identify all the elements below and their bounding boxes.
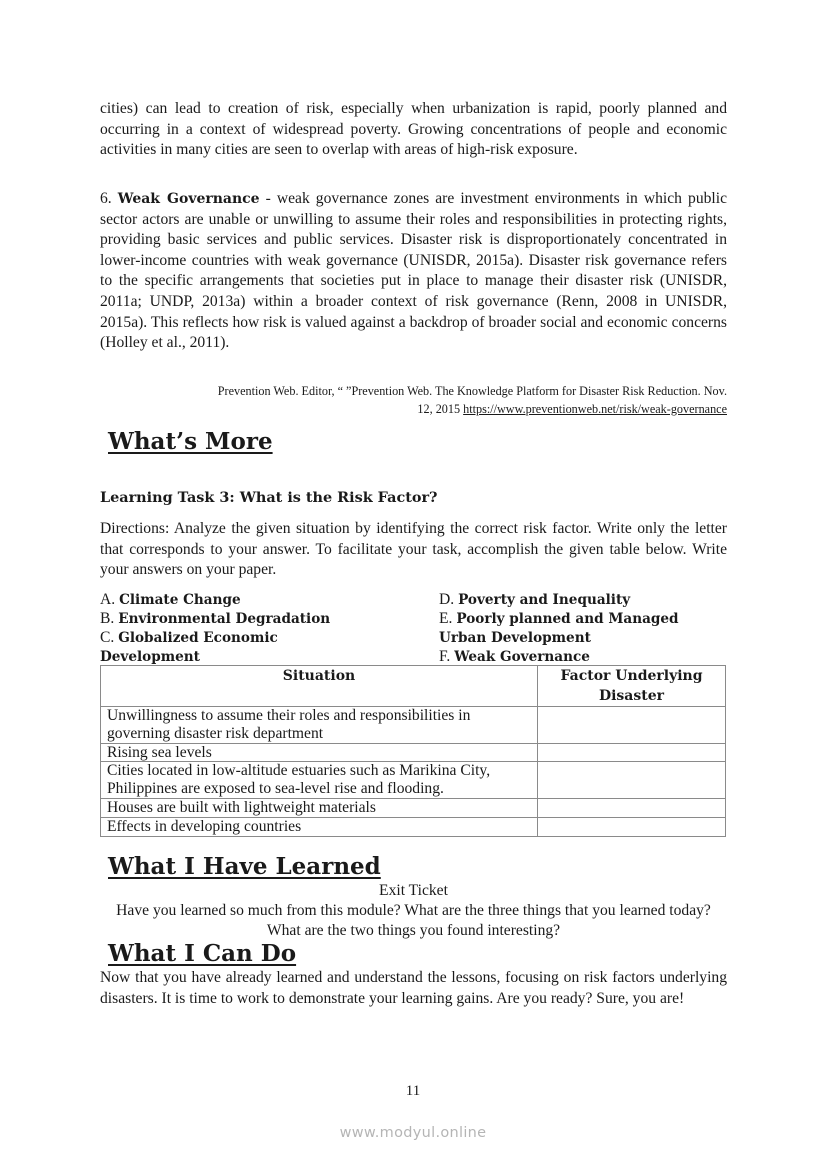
choice-c-continued — [100, 647, 200, 667]
risk-factor-table — [100, 665, 726, 837]
table-header-row — [101, 666, 726, 707]
choice-d — [439, 590, 630, 610]
choice-label: Globalized Economic — [118, 630, 278, 646]
choice-letter: C. — [100, 629, 115, 646]
page-number: 11 — [405, 1083, 421, 1099]
choice-f — [439, 647, 590, 667]
directions-paragraph: Directions: Analyze the given situation by identifying the correct risk factor. Write only the letter that corresponds to your answer. To facilitate your task, accomplish the given table below. Write your answers on your paper. — [100, 520, 727, 579]
weak-governance-term: Weak Governance — [117, 191, 260, 207]
table-row — [101, 743, 726, 762]
answer-cell[interactable] — [538, 743, 726, 762]
choice-c — [100, 628, 278, 648]
weak-governance-paragraph — [100, 189, 727, 354]
table-row — [101, 798, 726, 817]
watermark: www.modyul.online — [339, 1125, 487, 1141]
situation-cell: Unwillingness to assume their roles and responsibilities in governing disaster risk department — [101, 707, 538, 744]
choice-letter: E. — [439, 610, 453, 627]
table-row — [101, 762, 726, 799]
choice-label: Environmental Degradation — [118, 611, 331, 627]
choice-letter: A. — [100, 591, 116, 608]
weak-governance-text: - weak governance zones are investment environments in which public sector actors are unable or unwilling to assume their roles and responsibilities in protecting rights, providing basic services and public services. Disaster risk is disproportionately concentrated in lower-income countries with weak governance (UNISDR, 2015a). Disaster risk governance refers to the specific arrangements that societies put in place to manage their disaster risk (UNISDR, 2011a; UNDP, 2013a) within a broader context of risk governance (Renn, 2008 in UNISDR, 2015a). This reflects how risk is valued against a backdrop of broader social and economic concerns (Holley et al., 2011). — [100, 190, 727, 352]
answer-cell[interactable] — [538, 817, 726, 836]
choice-label: Urban Development — [439, 630, 591, 646]
answer-cell[interactable] — [538, 762, 726, 799]
choice-label: Poverty and Inequality — [458, 592, 631, 608]
citation-line1: Prevention Web. Editor, “ ”Prevention Web. The Knowledge Platform for Disaster Risk Reduction. Nov. — [217, 384, 727, 398]
citation — [100, 383, 727, 418]
choice-letter: F. — [439, 648, 451, 665]
item-number: 6. — [100, 190, 112, 207]
choice-label: Weak Governance — [454, 649, 590, 665]
choice-b — [100, 609, 330, 629]
choice-e-continued — [439, 628, 591, 648]
learning-task-title: Learning Task 3: What is the Risk Factor? — [100, 489, 438, 506]
answer-cell[interactable] — [538, 798, 726, 817]
choice-label: Development — [100, 649, 200, 665]
situation-cell: Cities located in low-altitude estuaries such as Marikina City, Philippines are exposed to sea-level rise and flooding. — [101, 762, 538, 799]
answer-cell[interactable] — [538, 707, 726, 744]
citation-date: 12, 2015 — [417, 401, 464, 416]
exit-ticket-text: Have you learned so much from this module? What are the three things that you learned today? What are the two things you found interesting? — [116, 902, 711, 939]
header-situation: Situation — [101, 666, 538, 707]
choice-letter: B. — [100, 610, 115, 627]
what-i-have-learned-heading: What I Have Learned — [108, 853, 381, 880]
situation-cell: Effects in developing countries — [101, 817, 538, 836]
situation-cell: Rising sea levels — [101, 743, 538, 762]
whats-more-heading: What’s More — [108, 428, 273, 455]
choice-a — [100, 590, 241, 610]
table-row — [101, 707, 726, 744]
choice-label: Poorly planned and Managed — [456, 611, 679, 627]
situation-cell: Houses are built with lightweight materials — [101, 798, 538, 817]
choice-e — [439, 609, 679, 629]
choice-letter: D. — [439, 591, 455, 608]
citation-link[interactable]: https://www.preventionweb.net/risk/weak-governance — [463, 401, 727, 416]
exit-ticket-label: Exit Ticket — [379, 882, 448, 899]
what-i-can-do-paragraph: Now that you have already learned and understand the lessons, focusing on risk factors underlying disasters. It is time to work to demonstrate your learning gains. Are you ready? Sure, you are! — [100, 969, 727, 1007]
what-i-can-do-heading: What I Can Do — [108, 940, 297, 967]
choice-label: Climate Change — [119, 592, 241, 608]
header-factor: Factor Underlying Disaster — [538, 666, 726, 707]
intro-paragraph: cities) can lead to creation of risk, especially when urbanization is rapid, poorly planned and occurring in a context of widespread poverty. Growing concentrations of people and economic activities in many cities are seen to overlap with areas of high-risk exposure. — [100, 100, 727, 159]
table-row — [101, 817, 726, 836]
